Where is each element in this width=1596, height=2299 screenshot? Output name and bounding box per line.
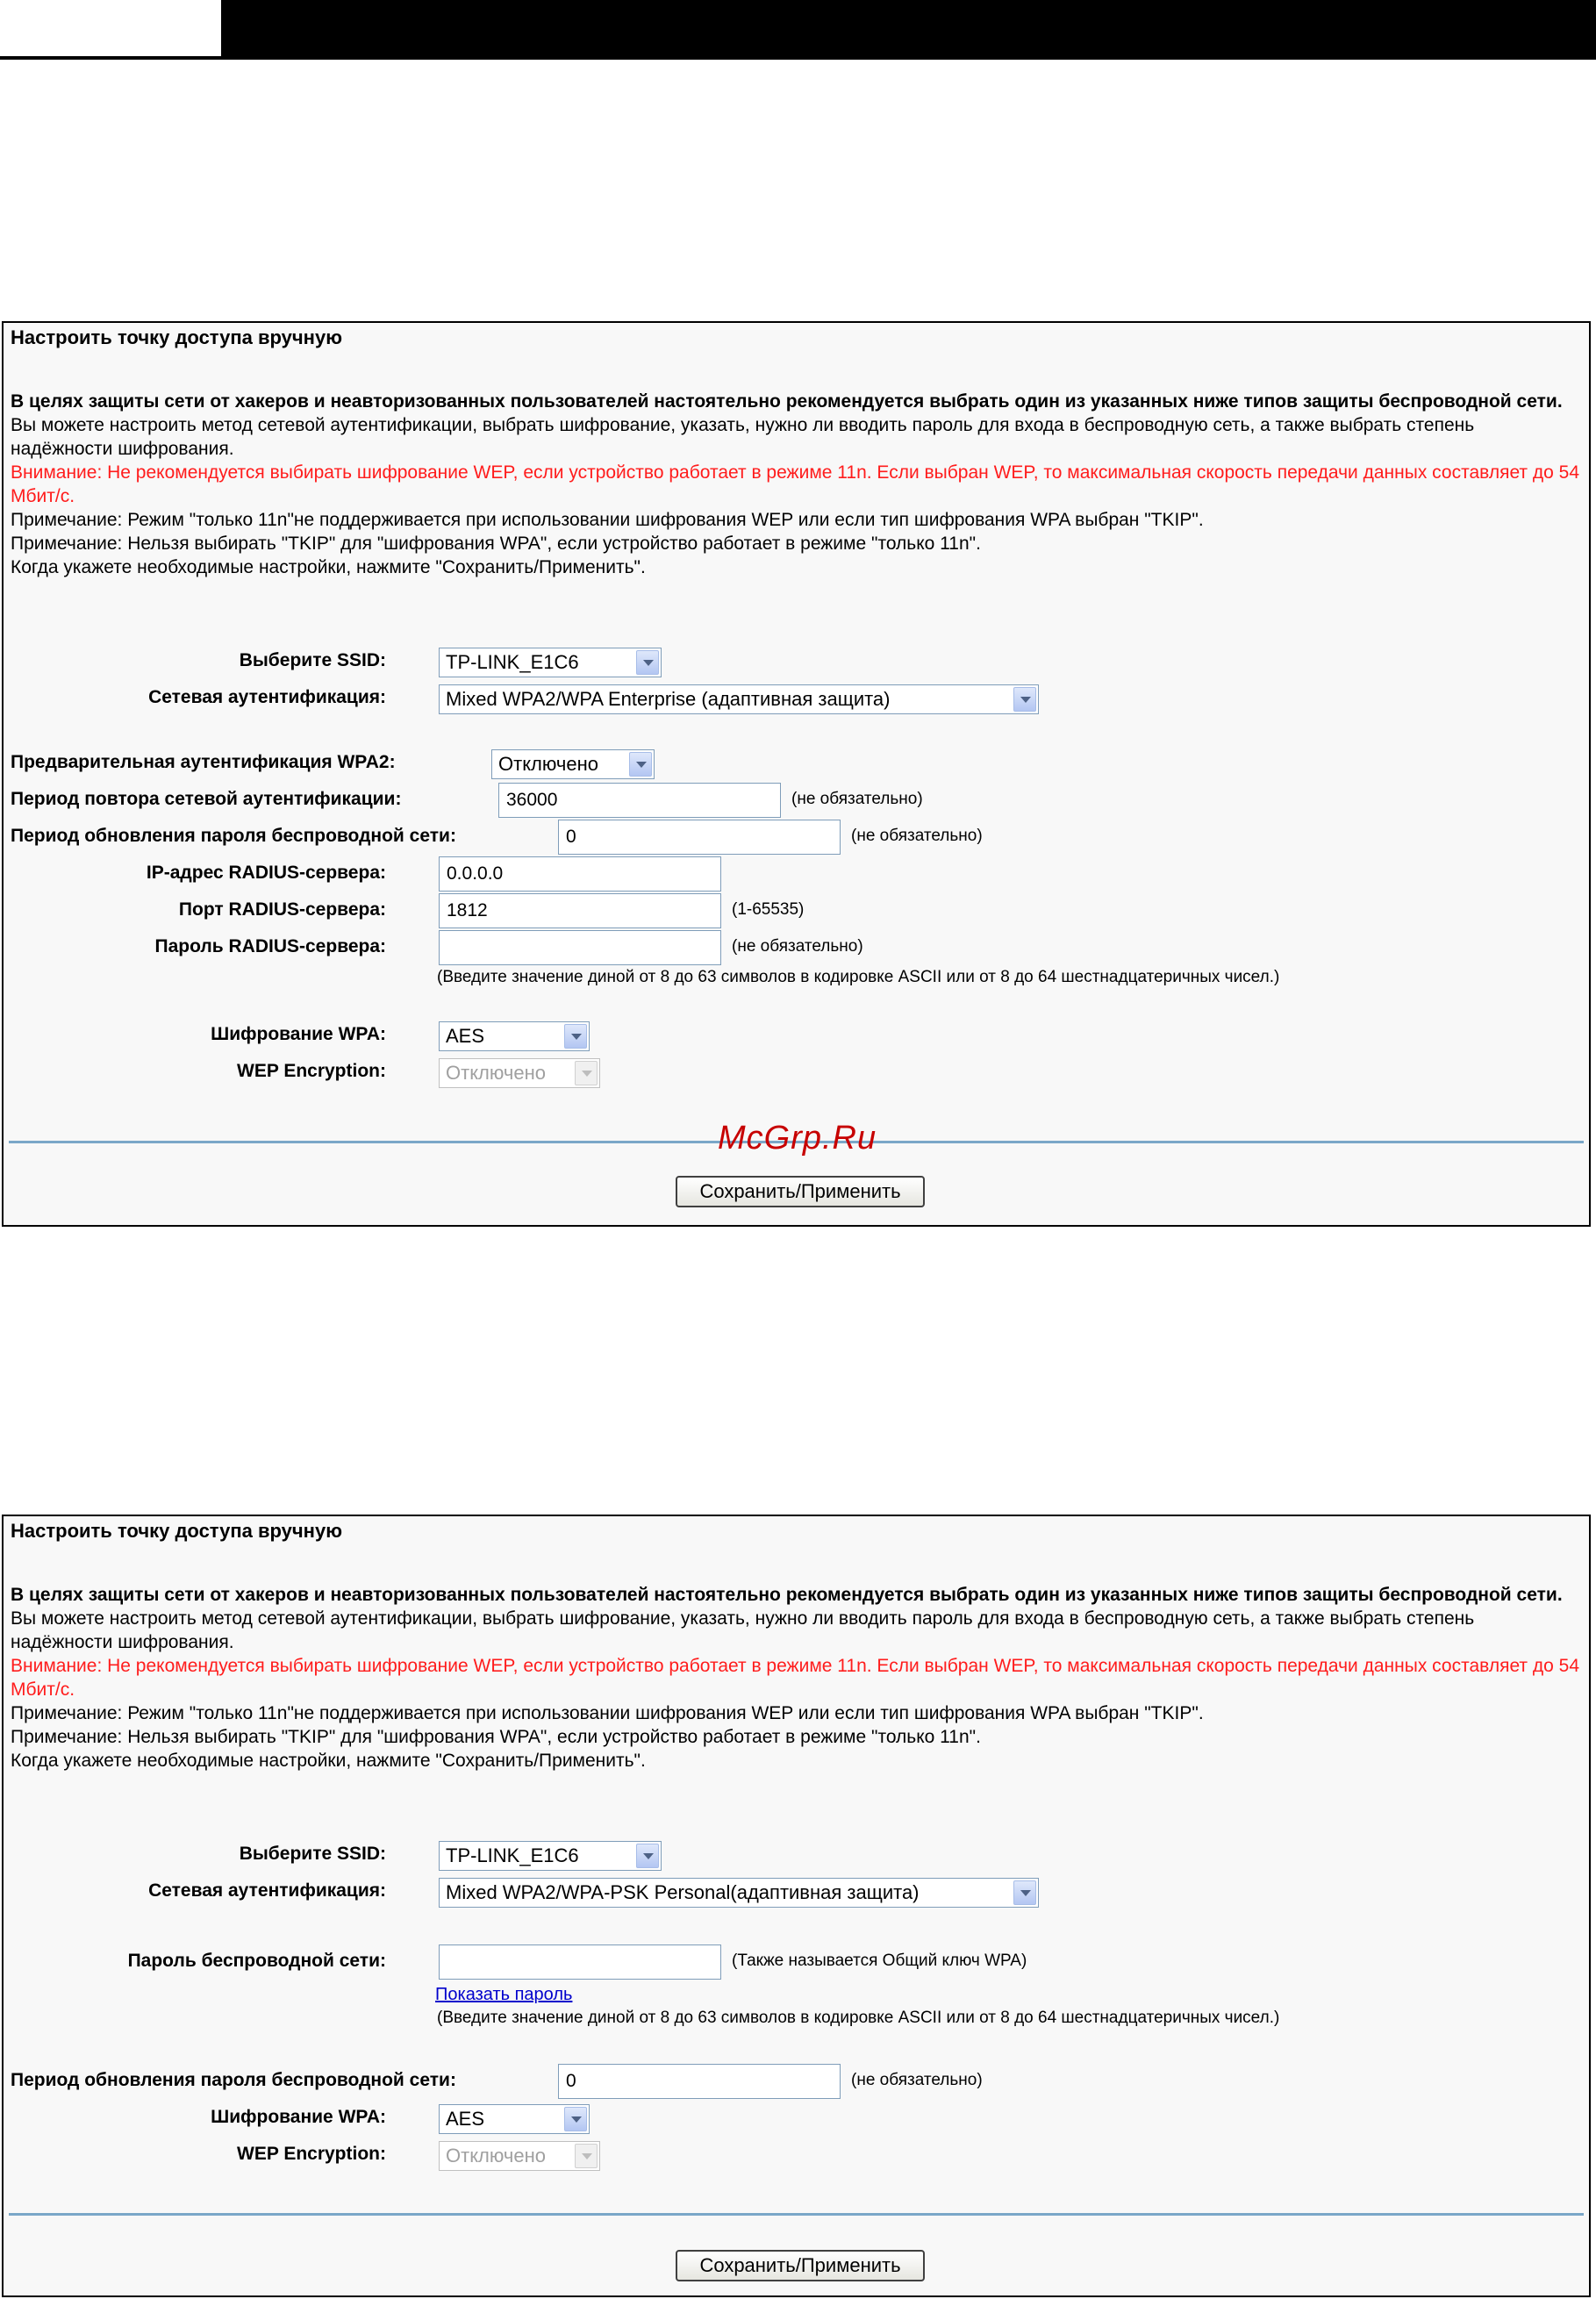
page-title: Настроить точку доступа вручную (11, 326, 342, 348)
ssid-label: Выберите SSID: (239, 1844, 386, 1864)
chevron-down-icon (575, 1061, 598, 1085)
radius-key-optional: (не обязательно) (732, 937, 863, 956)
ssid-select[interactable] (439, 1841, 662, 1871)
psk-note: (Также называется Общий ключ WPA) (732, 1952, 1027, 1970)
wpa-enc-label: Шифрование WPA: (211, 1024, 386, 1044)
show-password-link[interactable]: Показать пароль (435, 1985, 573, 2004)
rekey-label: Период обновления пароля беспроводной сети: (11, 2070, 456, 2090)
wpa-enc-select[interactable] (439, 2104, 590, 2134)
header-tab (0, 0, 221, 56)
intro-bold: В целях защиты сети от хакеров и неавторизованных пользователей настоятельно рекомендуется выбрать один из указанных ниже типов защиты беспроводной сети. (11, 1585, 1563, 1605)
page-title: Настроить точку доступа вручную (11, 1520, 342, 1542)
wep-enc-select (439, 1058, 600, 1088)
auth-select-value: Mixed WPA2/WPA Enterprise (адаптивная защита) (446, 688, 891, 710)
preauth-select[interactable] (491, 749, 655, 779)
save-apply-button[interactable]: Сохранить/Применить (676, 2250, 925, 2281)
note-11n: Примечание: Режим "только 11n"не поддерживается при использовании шифрования WEP или если тип шифрования WPA выбран "TKIP". (11, 510, 1204, 530)
radius-key-input[interactable] (439, 930, 721, 965)
wpa-enc-select-value: AES (446, 1025, 485, 1047)
key-format-hint: (Введите значение диной от 8 до 63 символов в кодировке ASCII или от 8 до 64 шестнадцатеричных чисел.) (437, 968, 1280, 986)
chevron-down-icon[interactable] (564, 2107, 587, 2131)
note-apply: Когда укажете необходимые настройки, нажмите "Сохранить/Применить". (11, 1751, 646, 1771)
radius-ip-label: IP-адрес RADIUS-сервера: (146, 863, 386, 883)
intro-text: Вы можете настроить метод сетевой аутентификации, выбрать шифрование, указать, нужно ли вводить пароль для входа в беспроводную сеть, а также выбрать степень надёжности шифрования. (11, 415, 1475, 459)
reauth-input[interactable]: 36000 (498, 783, 781, 818)
save-apply-button[interactable]: Сохранить/Применить (676, 1176, 925, 1207)
chevron-down-icon[interactable] (564, 1024, 587, 1049)
psk-label: Пароль беспроводной сети: (127, 1951, 386, 1971)
wep-enc-label: WEP Encryption: (237, 1061, 386, 1081)
auth-select[interactable] (439, 1878, 1039, 1908)
ssid-select[interactable] (439, 648, 662, 677)
chevron-down-icon[interactable] (1013, 1880, 1036, 1905)
auth-label: Сетевая аутентификация: (148, 687, 386, 707)
rekey-optional: (не обязательно) (851, 2071, 983, 2089)
chevron-down-icon[interactable] (636, 650, 659, 675)
radius-key-label: Пароль RADIUS-сервера: (154, 936, 386, 956)
wep-enc-select-value: Отключено (446, 2145, 546, 2167)
chevron-down-icon[interactable] (629, 752, 652, 777)
wep-enc-select-value: Отключено (446, 1062, 546, 1084)
preauth-label: Предварительная аутентификация WPA2: (11, 752, 396, 772)
note-tkip: Примечание: Нельзя выбирать "TKIP" для "шифрования WPA", если устройство работает в режиме "только 11n". (11, 534, 981, 554)
ssid-label: Выберите SSID: (239, 650, 386, 670)
divider (9, 2213, 1584, 2216)
rekey-input[interactable]: 0 (558, 2064, 841, 2099)
preauth-select-value: Отключено (498, 753, 598, 775)
intro-text: Вы можете настроить метод сетевой аутентификации, выбрать шифрование, указать, нужно ли вводить пароль для входа в беспроводную сеть, а также выбрать степень надёжности шифрования. (11, 1608, 1475, 1652)
rekey-input[interactable]: 0 (558, 820, 841, 855)
reauth-optional: (не обязательно) (791, 790, 923, 808)
panel-wpa-psk (2, 1515, 1591, 2297)
ssid-select-value: TP-LINK_E1C6 (446, 651, 579, 673)
auth-select[interactable] (439, 684, 1039, 714)
warning-text: Внимание: Не рекомендуется выбирать шифрование WEP, если устройство работает в режиме 11n. Если выбран WEP, то максимальная скорость передачи данных составляет до 54 Мбит/с. (11, 1656, 1580, 1700)
note-11n: Примечание: Режим "только 11n"не поддерживается при использовании шифрования WEP или если тип шифрования WPA выбран "TKIP". (11, 1703, 1204, 1723)
radius-port-label: Порт RADIUS-сервера: (178, 899, 386, 920)
radius-port-input[interactable]: 1812 (439, 893, 721, 928)
top-header-bar (0, 0, 1596, 60)
radius-port-range: (1-65535) (732, 900, 805, 919)
panel-wpa-enterprise (2, 321, 1591, 1227)
watermark: McGrp.Ru (718, 1120, 877, 1157)
note-apply: Когда укажете необходимые настройки, нажмите "Сохранить/Применить". (11, 557, 646, 577)
wpa-enc-label: Шифрование WPA: (211, 2107, 386, 2127)
radius-ip-input[interactable]: 0.0.0.0 (439, 856, 721, 892)
auth-label: Сетевая аутентификация: (148, 1880, 386, 1901)
ssid-select-value: TP-LINK_E1C6 (446, 1844, 579, 1866)
chevron-down-icon[interactable] (636, 1844, 659, 1868)
wep-enc-select (439, 2141, 600, 2171)
wep-enc-label: WEP Encryption: (237, 2144, 386, 2164)
wpa-enc-select[interactable] (439, 1021, 590, 1051)
psk-input[interactable] (439, 1944, 721, 1980)
warning-text: Внимание: Не рекомендуется выбирать шифрование WEP, если устройство работает в режиме 11n. Если выбран WEP, то максимальная скорость передачи данных составляет до 54 Мбит/с. (11, 462, 1580, 506)
rekey-label: Период обновления пароля беспроводной сети: (11, 826, 456, 846)
intro-bold: В целях защиты сети от хакеров и неавторизованных пользователей настоятельно рекомендуется выбрать один из указанных ниже типов защиты беспроводной сети. (11, 391, 1563, 412)
intro-block (11, 390, 1581, 579)
note-tkip: Примечание: Нельзя выбирать "TKIP" для "шифрования WPA", если устройство работает в режиме "только 11n". (11, 1727, 981, 1747)
reauth-label: Период повтора сетевой аутентификации: (11, 789, 402, 809)
chevron-down-icon[interactable] (1013, 687, 1036, 712)
wpa-enc-select-value: AES (446, 2108, 485, 2130)
chevron-down-icon (575, 2144, 598, 2168)
intro-block (11, 1583, 1581, 1773)
auth-select-value: Mixed WPA2/WPA-PSK Personal(адаптивная защита) (446, 1881, 920, 1903)
rekey-optional: (не обязательно) (851, 827, 983, 845)
key-format-hint: (Введите значение диной от 8 до 63 символов в кодировке ASCII или от 8 до 64 шестнадцатеричных чисел.) (437, 2009, 1280, 2027)
